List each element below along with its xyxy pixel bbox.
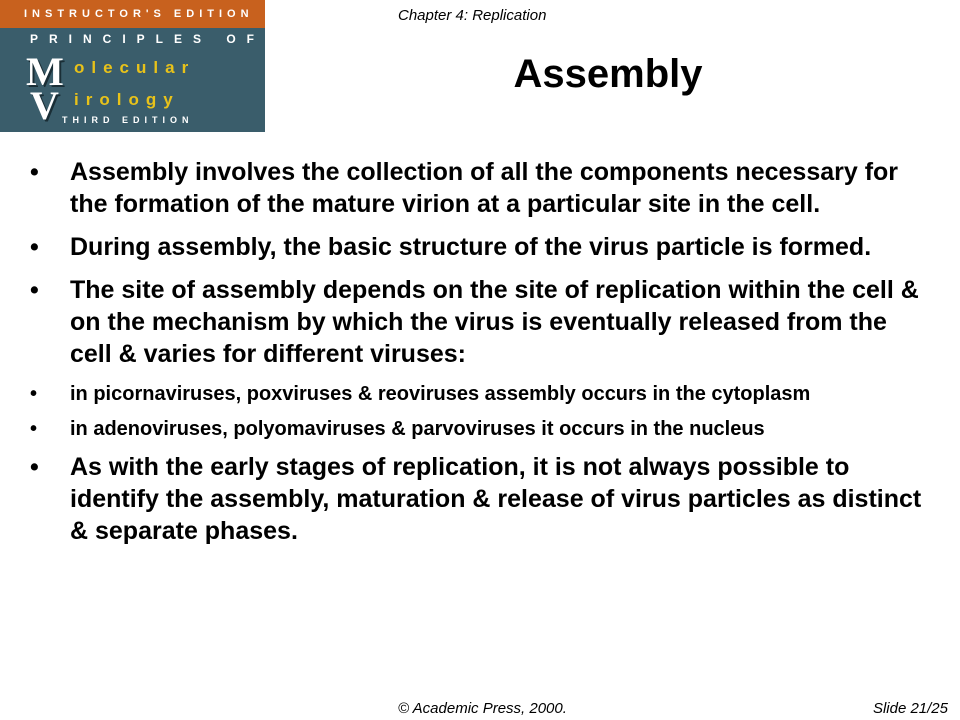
logo-olecular-text: olecular [74, 58, 196, 77]
bullet-item: • Assembly involves the collection of all the components necessary for the formation of the mature virion at a particular site in the cell. [30, 156, 930, 220]
sub-bullet-item: • in picornaviruses, poxviruses & reoviruses assembly occurs in the cytoplasm [30, 381, 930, 408]
chapter-header: Chapter 4: Replication [398, 7, 547, 24]
slide-title: Assembly [513, 52, 703, 96]
bullet-item: • During assembly, the basic structure of the virus particle is formed. [30, 231, 930, 263]
copyright-footer: © Academic Press, 2000. [398, 700, 567, 717]
slide-number: Slide 21/25 [872, 700, 948, 717]
logo-principles-text: PRINCIPLES OF [30, 32, 265, 46]
sub-bullet-item: • in adenoviruses, polyomaviruses & parvoviruses it occurs in the nucleus [30, 416, 930, 443]
logo-edition-band: INSTRUCTOR'S EDITION [0, 0, 265, 28]
logo-irology-text: irology [74, 90, 180, 109]
bullet-item: • The site of assembly depends on the site of replication within the cell & on the mechanism by which the virus is eventually released from the cell & varies for different viruses: [30, 274, 930, 370]
logo-third-edition-text: THIRD EDITION [62, 115, 194, 125]
bullet-list [30, 156, 930, 558]
bullet-item: • As with the early stages of replication, it is not always possible to identify the assembly, maturation & release of virus particles as distinct & separate phases. [30, 451, 930, 547]
logo-m-letter: M [26, 49, 64, 94]
logo-v-letter: V [30, 83, 59, 128]
